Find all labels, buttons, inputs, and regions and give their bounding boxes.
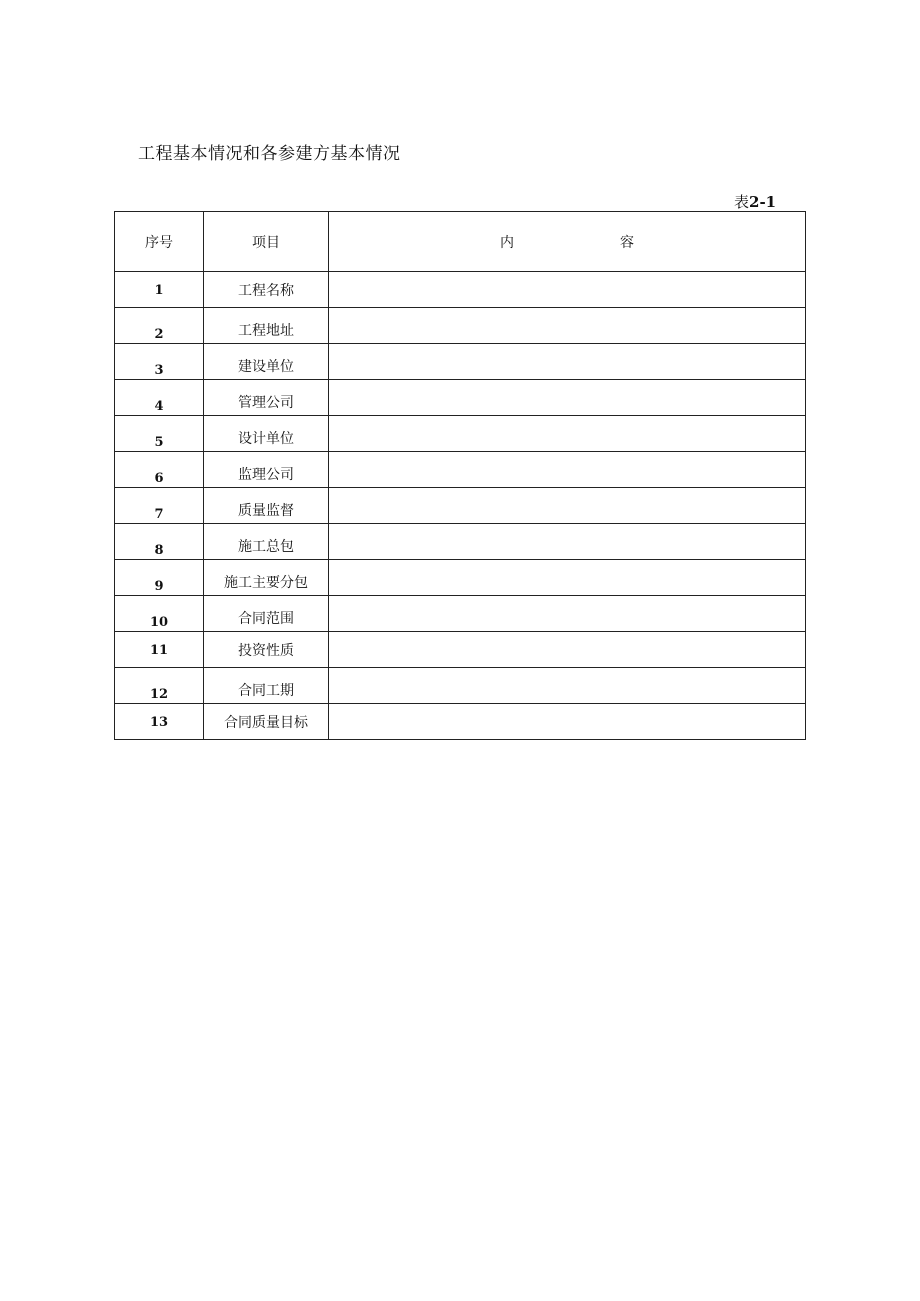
- row-item: 监理公司: [204, 452, 329, 488]
- table-number: [734, 191, 776, 212]
- row-number: 8: [115, 524, 204, 560]
- table-header-row: [115, 212, 806, 272]
- table-row: [115, 524, 806, 560]
- row-content[interactable]: [329, 704, 806, 740]
- row-number: 3: [115, 344, 204, 380]
- header-content: [329, 212, 806, 272]
- row-number: 2: [115, 308, 204, 344]
- row-content[interactable]: [329, 596, 806, 632]
- row-item: 施工总包: [204, 524, 329, 560]
- row-content[interactable]: [329, 560, 806, 596]
- row-content[interactable]: [329, 308, 806, 344]
- table-row: [115, 488, 806, 524]
- table-row: [115, 596, 806, 632]
- row-number: 9: [115, 560, 204, 596]
- row-item: 管理公司: [204, 380, 329, 416]
- row-number: 1: [115, 272, 204, 308]
- row-number: 13: [115, 704, 204, 740]
- row-item: 工程地址: [204, 308, 329, 344]
- table-number-value: 2-1: [749, 193, 777, 211]
- row-content[interactable]: [329, 344, 806, 380]
- row-item: 设计单位: [204, 416, 329, 452]
- table-row: [115, 632, 806, 668]
- row-content[interactable]: [329, 416, 806, 452]
- table-row: [115, 272, 806, 308]
- table-row: [115, 344, 806, 380]
- table-row: [115, 308, 806, 344]
- header-no: 序号: [115, 212, 204, 272]
- table-row: [115, 560, 806, 596]
- header-content-char-2: 容: [620, 234, 634, 251]
- row-number: 11: [115, 632, 204, 668]
- row-content[interactable]: [329, 488, 806, 524]
- row-item: 合同质量目标: [204, 704, 329, 740]
- table-row: [115, 380, 806, 416]
- project-info-table: [114, 211, 806, 740]
- row-item: 施工主要分包: [204, 560, 329, 596]
- row-item: 投资性质: [204, 632, 329, 668]
- row-number: 4: [115, 380, 204, 416]
- table-number-prefix: 表: [734, 193, 750, 211]
- row-content[interactable]: [329, 668, 806, 704]
- row-item: 工程名称: [204, 272, 329, 308]
- table-row: [115, 704, 806, 740]
- row-item: 合同工期: [204, 668, 329, 704]
- row-number: 7: [115, 488, 204, 524]
- row-number: 6: [115, 452, 204, 488]
- row-item: 质量监督: [204, 488, 329, 524]
- row-content[interactable]: [329, 452, 806, 488]
- row-content[interactable]: [329, 524, 806, 560]
- table-row: [115, 452, 806, 488]
- page-title: 工程基本情况和各参建方基本情况: [138, 144, 401, 164]
- row-number: 5: [115, 416, 204, 452]
- table-row: [115, 416, 806, 452]
- row-number: 10: [115, 596, 204, 632]
- header-item: 项目: [204, 212, 329, 272]
- row-content[interactable]: [329, 632, 806, 668]
- header-content-char-1: 内: [500, 234, 514, 251]
- row-content[interactable]: [329, 272, 806, 308]
- row-number: 12: [115, 668, 204, 704]
- row-item: 合同范围: [204, 596, 329, 632]
- row-item: 建设单位: [204, 344, 329, 380]
- table-row: [115, 668, 806, 704]
- row-content[interactable]: [329, 380, 806, 416]
